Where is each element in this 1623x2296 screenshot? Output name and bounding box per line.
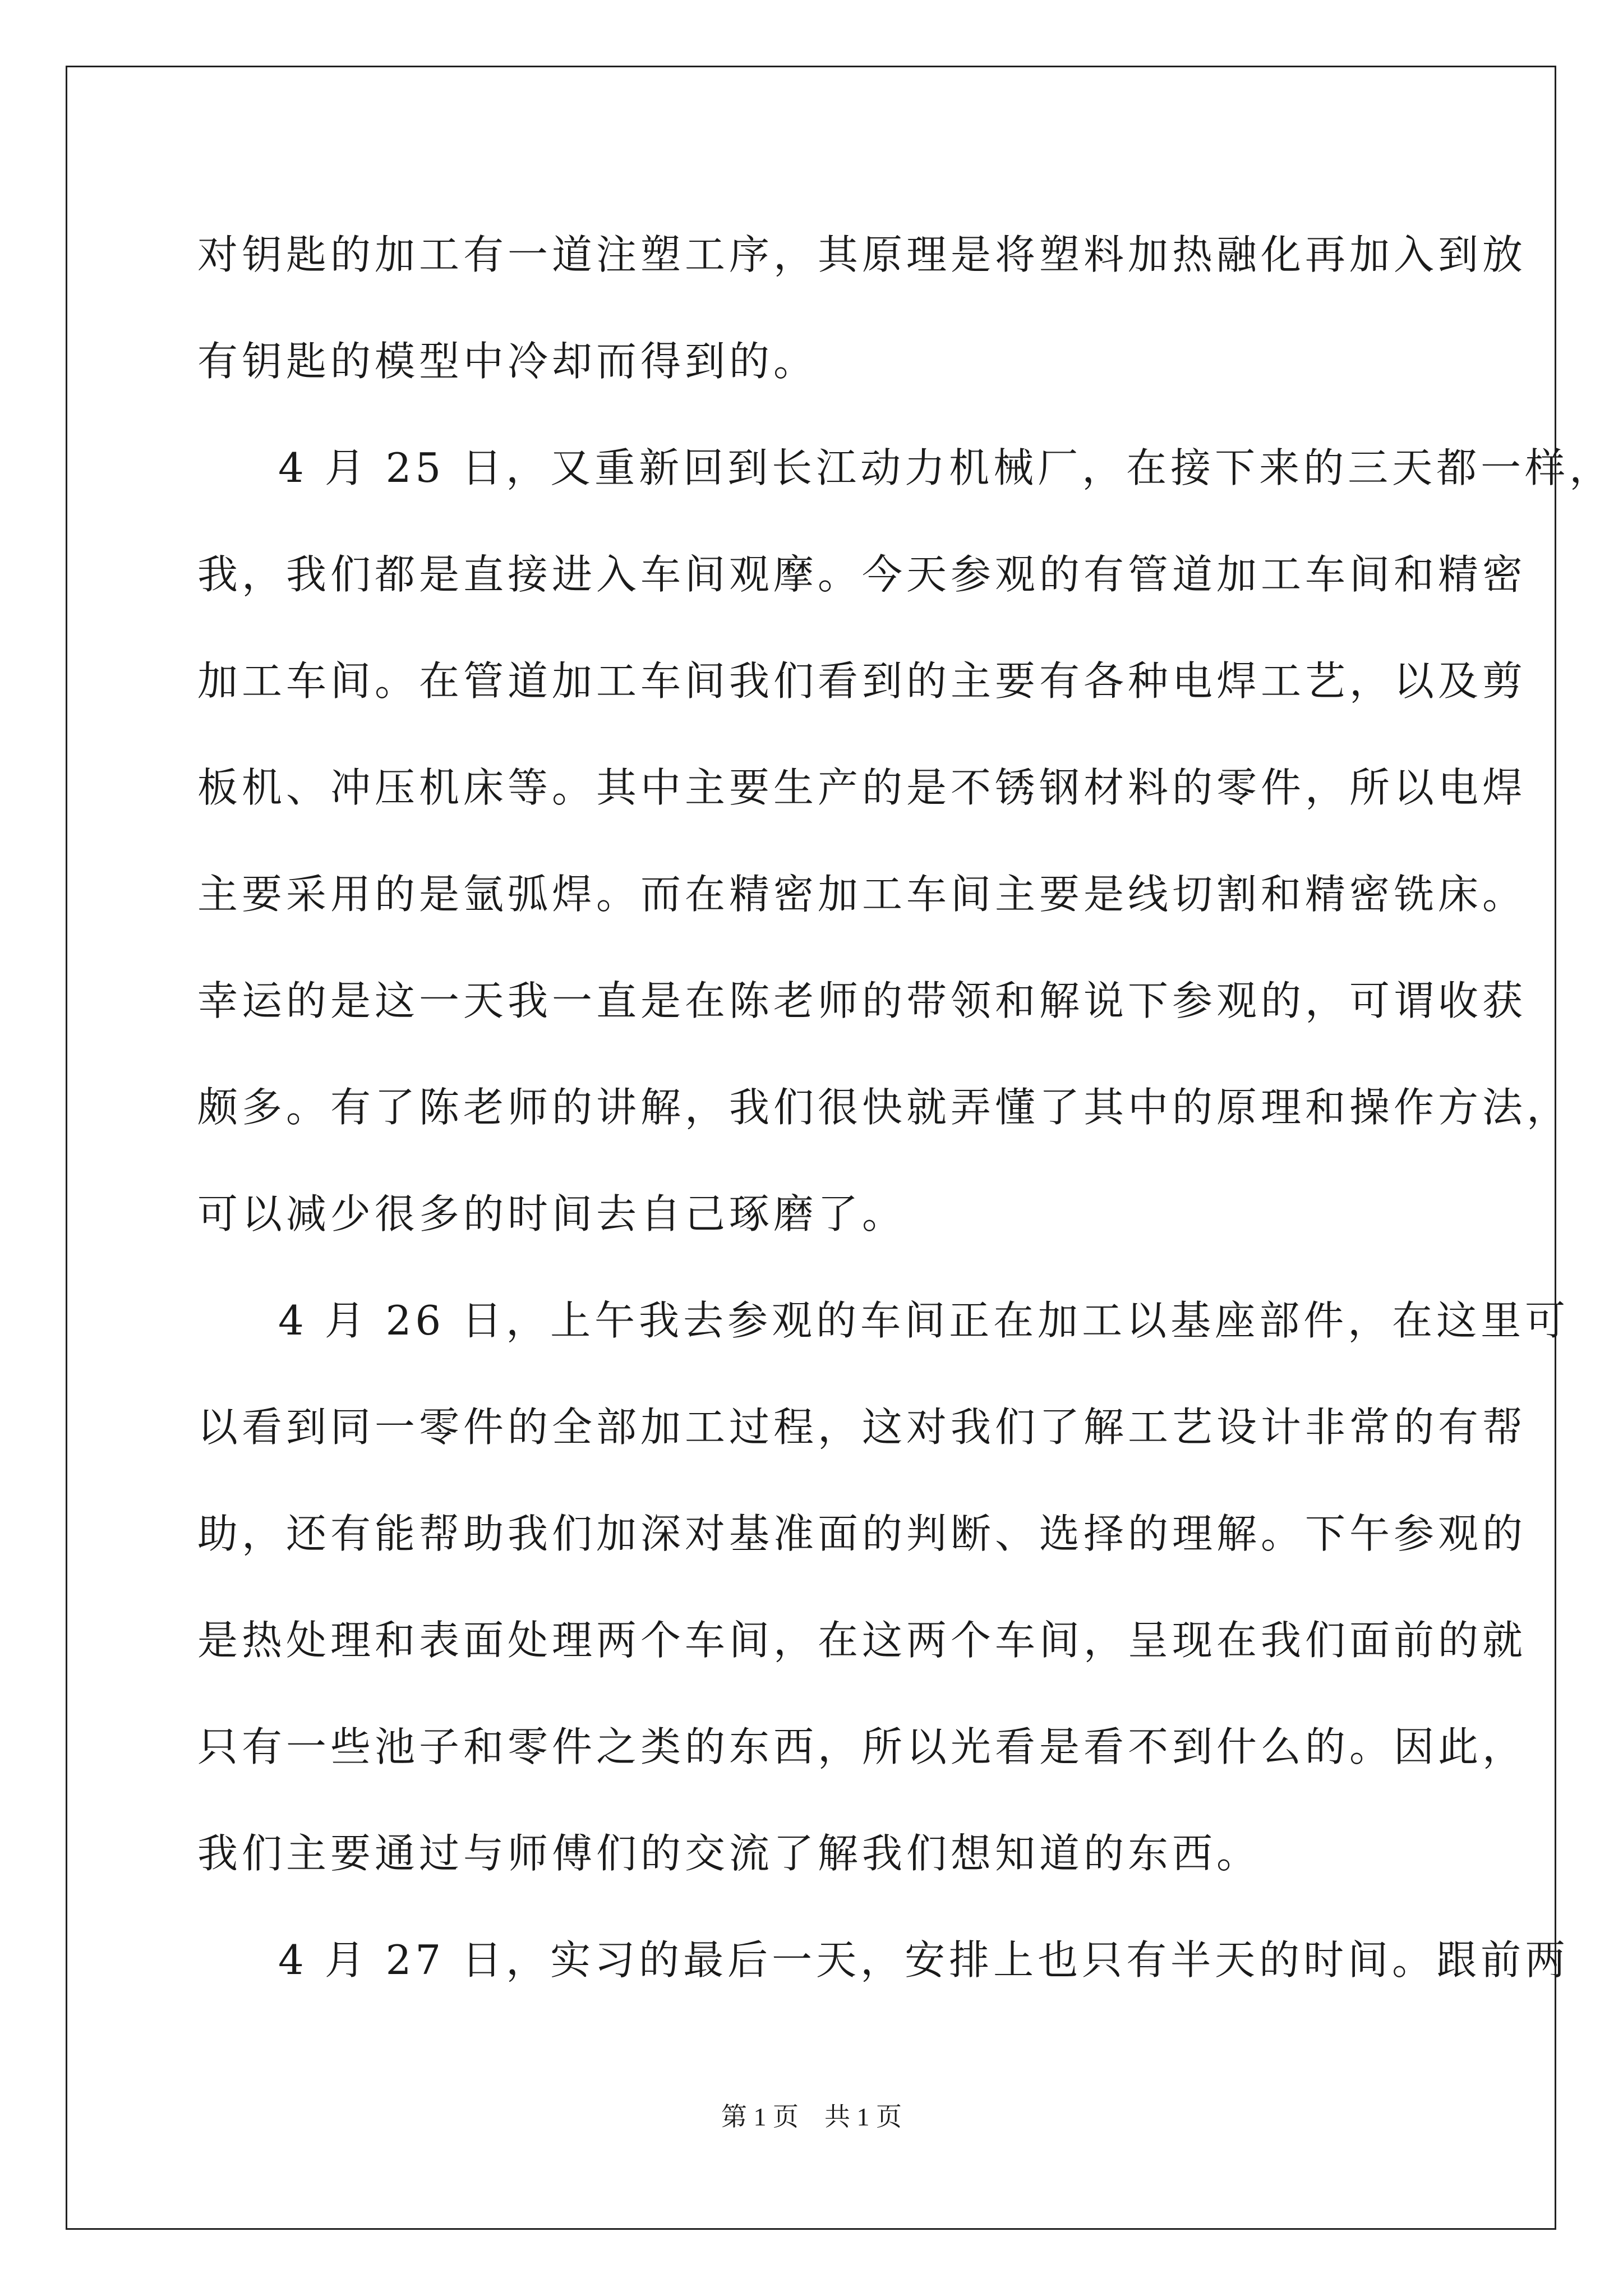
page-border (66, 66, 1556, 2230)
text-line-15: 只有一些池子和零件之类的东西，所以光看是看不到什么的。因此， (197, 1723, 1527, 1770)
text-line-11: 4 月 26 日，上午我去参观的车间正在加工以基座部件，在这里可 (278, 1297, 1570, 1344)
text-line-9: 颇多。有了陈老师的讲解，我们很快就弄懂了其中的原理和操作方法， (197, 1084, 1571, 1131)
text-line-16: 我们主要通过与师傅们的交流了解我们想知道的东西。 (197, 1830, 1261, 1877)
text-line-1: 对钥匙的加工有一道注塑工序，其原理是将塑料加热融化再加入到放 (197, 231, 1527, 278)
text-line-17: 4 月 27 日，实习的最后一天，安排上也只有半天的时间。跟前两 (278, 1936, 1570, 1984)
text-line-13: 助，还有能帮助我们加深对基准面的判断、选择的理解。下午参观的 (197, 1510, 1527, 1557)
text-line-8: 幸运的是这一天我一直是在陈老师的带领和解说下参观的，可谓收获 (197, 977, 1527, 1024)
text-line-6: 板机、冲压机床等。其中主要生产的是不锈钢材料的零件，所以电焊 (197, 764, 1527, 811)
text-line-7: 主要采用的是氩弧焊。而在精密加工车间主要是线切割和精密铣床。 (197, 871, 1527, 918)
text-line-14: 是热处理和表面处理两个车间，在这两个车间，呈现在我们面前的就 (197, 1617, 1527, 1664)
text-line-3: 4 月 25 日，又重新回到长江动力机械厂，在接下来的三天都一样， (278, 444, 1614, 491)
page-number-footer: 第 1 页 共 1 页 (721, 2102, 902, 2131)
text-line-12: 以看到同一零件的全部加工过程，这对我们了解工艺设计非常的有帮 (197, 1404, 1527, 1451)
text-line-5: 加工车间。在管道加工车间我们看到的主要有各种电焊工艺，以及剪 (197, 657, 1527, 705)
text-line-10: 可以减少很多的时间去自己琢磨了。 (197, 1190, 907, 1237)
text-line-2: 有钥匙的模型中冷却而得到的。 (197, 338, 818, 385)
text-line-4: 我，我们都是直接进入车间观摩。今天参观的有管道加工车间和精密 (197, 551, 1527, 598)
